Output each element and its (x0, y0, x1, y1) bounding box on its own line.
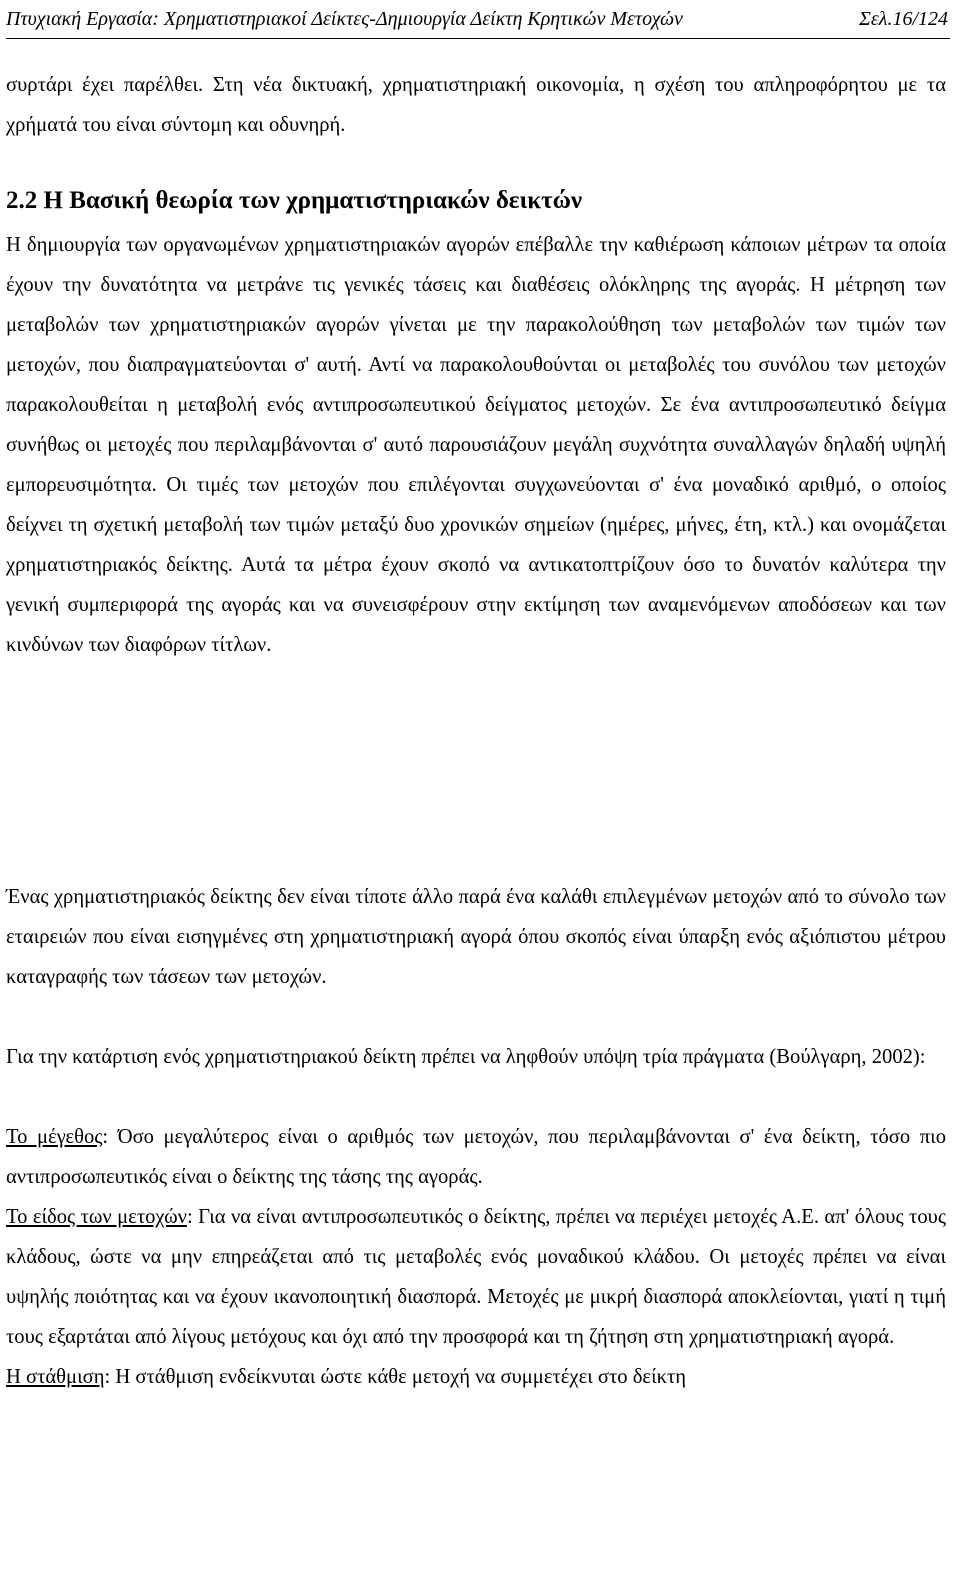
body-paragraph: Για την κατάρτιση ενός χρηματιστηριακού δείκτη πρέπει να ληφθούν υπόψη τρία πράγματα (Βούλγαρη, 2002): (6, 1046, 926, 1068)
criterion-term: Το μέγεθος (6, 1126, 103, 1148)
criterion-text: : Όσο μεγαλύτερος είναι ο αριθμός των μετοχών, που περιλαμβάνονται σ' ένα δείκτη, τόσο πιο αντιπροσωπευτικός είναι ο δείκτης της τάσης της αγοράς. (6, 1126, 946, 1188)
header-title: Πτυχιακή Εργασία: Χρηματιστηριακοί Δείκτες-Δημιουργία Δείκτη Κρητικών Μετοχών (6, 8, 683, 30)
body-paragraph: Ένας χρηματιστηριακός δείκτης δεν είναι τίποτε άλλο παρά ένα καλάθι επιλεγμένων μετοχών από το σύνολο των εταιρειών που είναι εισηγμένες στη χρηματιστηριακή αγορά όπου σκοπός είναι ύπαρξη ενός αξιόπιστου μέτρου καταγραφής των τάσεων των μετοχών. (6, 886, 946, 988)
criteria-list (6, 1117, 946, 1397)
criterion-item (6, 1117, 946, 1197)
criterion-text: : Η στάθμιση ενδείκνυται ώστε κάθε μετοχή να συμμετέχει στο δείκτη (104, 1366, 687, 1388)
header-page-number: Σελ.16/124 (859, 8, 948, 30)
intro-paragraph: συρτάρι έχει παρέλθει. Στη νέα δικτυακή, χρηματιστηριακή οικονομία, η σχέση του απληροφόρητου με τα χρήματά του είναι σύντομη και οδυνηρή. (6, 74, 946, 136)
criterion-item (6, 1197, 946, 1357)
body-paragraph: Η δημιουργία των οργανωμένων χρηματιστηριακών αγορών επέβαλλε την καθιέρωση κάποιων μέτρων τα οποία έχουν την δυνατότητα να μετράνε τις γενικές τάσεις και διαθέσεις ολόκληρης της αγοράς. Η μέτρηση των μεταβολών των χρηματιστηριακών αγορών γίνεται με την παρακολούθηση των μεταβολών των τιμών των μετοχών, που διαπραγματεύονται σ' αυτή. Αντί να παρακολουθούνται οι μεταβολές του συνόλου των μετοχών παρακολουθείται η μεταβολή ενός αντιπροσωπευτικού δείγματος μετοχών. Σε ένα αντιπροσωπευτικό δείγμα συνήθως οι μετοχές που περιλαμβάνονται σ' αυτό παρουσιάζουν μεγάλη συχνότητα συναλλαγών δηλαδή υψηλή εμπορευσιμότητα. Οι τιμές των μετοχών που επιλέγονται συγχωνεύονται σ' ένα μοναδικό αριθμό, ο οποίος δείχνει τη σχετική μεταβολή των τιμών μεταξύ δυο χρονικών σημείων (ημέρες, μήνες, έτη, κτλ.) και ονομάζεται χρηματιστηριακός δείκτης. Αυτά τα μέτρα έχουν σκοπό να αντικατοπτρίζουν όσο το δυνατόν καλύτερα την γενική συμπεριφορά της αγοράς και να συνεισφέρουν στην εκτίμηση των αναμενόμενων αποδόσεων και των κινδύνων των διαφόρων τίτλων. (6, 234, 946, 656)
criterion-item (6, 1357, 946, 1397)
criterion-term: Η στάθμιση (6, 1366, 105, 1388)
criterion-text: : Για να είναι αντιπροσωπευτικός ο δείκτης, πρέπει να περιέχει μετοχές Α.Ε. απ' όλους τους κλάδους, ώστε να μην επηρεάζεται από τις μεταβολές ενός μοναδικού κλάδου. Οι μετοχές πρέπει να είναι υψηλής ποιότητας και να έχουν ικανοποιητική διασπορά. Μετοχές με μικρή διασπορά αποκλείονται, γιατί η τιμή τους εξαρτάται από λίγους μετόχους και όχι από την προσφορά και τη ζήτηση στη χρηματιστηριακή αγορά. (6, 1206, 946, 1348)
section-heading: 2.2 Η Βασική θεωρία των χρηματιστηριακών δεικτών (6, 187, 583, 214)
criterion-term: Το είδος των μετοχών (6, 1206, 187, 1228)
running-header (6, 4, 950, 39)
